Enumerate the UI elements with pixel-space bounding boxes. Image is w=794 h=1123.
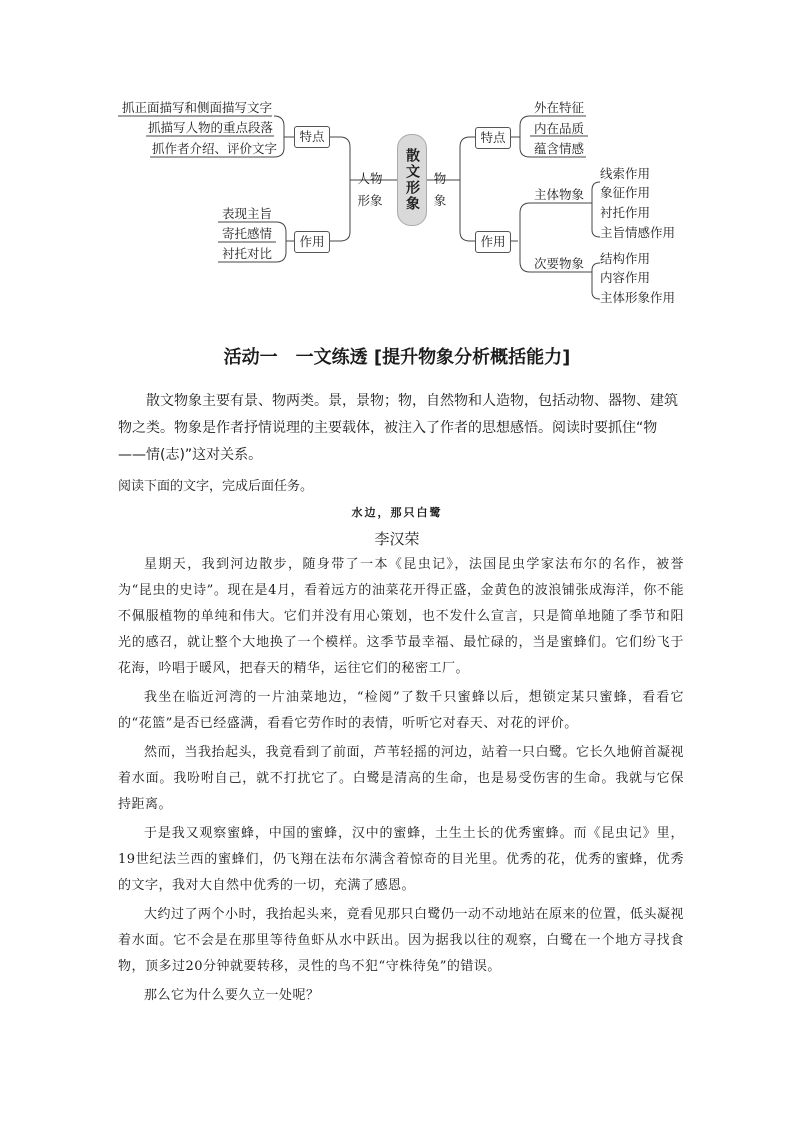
left-trait-1: 抓正面描写和侧面描写文字 [122, 100, 273, 115]
left-func-3: 衬托对比 [222, 246, 273, 261]
minor-object-label: 次要物象 [534, 256, 585, 271]
left-func-2: 寄托感情 [222, 226, 273, 241]
right-traits-box: 特点 [475, 127, 511, 149]
article-paragraph: 然而，当我抬起头，我竟看到了前面，芦苇轻摇的河边，站着一只白鹭。它长久地俯首凝视着水面。我吩咐自己，就不打扰它了。白鹭是清高的生命，也是易受伤害的生命。我就与它保持距离。 [118, 745, 685, 812]
right-trait-3: 蕴含情感 [534, 141, 585, 156]
article-paragraph: 我坐在临近河湾的一片油菜地边，“检阅”了数千只蜜蜂以后，想锁定某只蜜蜂，看看它的“花篮”是否已经盛满，看看它劳作时的表情，听听它对春天、对花的评价。 [118, 690, 684, 731]
activity-heading: 活动一 一文练透 [提升物象分析概括能力] [223, 347, 571, 368]
left-branch-label: 人物形象 [357, 171, 383, 208]
center-node [397, 134, 427, 226]
left-traits-box: 特点 [294, 126, 330, 148]
article-title: 水边，那只白鹭 [351, 506, 443, 519]
article-paragraph: 那么它为什么要久立一处呢？ [144, 988, 320, 1003]
left-func-box: 作用 [294, 231, 330, 253]
article-body [118, 552, 684, 1012]
article-author: 李汉荣 [374, 530, 420, 548]
center-node-label: 散文形象 [404, 148, 420, 212]
left-trait-2: 抓描写人物的重点段落 [148, 120, 274, 135]
main-object-label: 主体物象 [534, 187, 585, 202]
left-trait-3: 抓作者介绍、评价文字 [152, 141, 278, 156]
main-func-3: 衬托作用 [600, 205, 651, 220]
minor-func-3: 主体形象作用 [600, 290, 676, 305]
reading-instruction: 阅读下面的文字，完成后面任务。 [118, 479, 314, 494]
article-paragraph: 星期天，我到河边散步，随身带了一本《昆虫记》，法国昆虫学家法布尔的名作，被誉为“昆虫的史诗”。现在是4月，看着远方的油菜花开得正盛，金黄色的波浪铺张成海洋，你不能不佩服植物的单纯和伟大。它们并没有用心策划，也不发什么宣言，只是简单地随了季节和阳光的感召，就让整个大地换了一个模样。这季节最幸福、最忙碌的，当是蜜蜂们。它们纷飞于花海，吟唱于暖风，把春天的精华，运往它们的秘密工厂。 [118, 557, 684, 676]
main-func-2: 象征作用 [600, 185, 651, 200]
right-branch-label: 物象 [433, 171, 447, 208]
right-trait-2: 内在品质 [534, 121, 585, 136]
minor-func-1: 结构作用 [600, 251, 651, 266]
left-func-1: 表现主旨 [222, 206, 273, 221]
article-paragraph: 于是我又观察蜜蜂，中国的蜜蜂，汉中的蜜蜂，土生土长的优秀蜜蜂。而《昆虫记》里，19世纪法兰西的蜜蜂们，仍飞翔在法布尔满含着惊奇的目光里。优秀的花，优秀的蜜蜂，优秀的文字，我对大自然中优秀的一切，充满了感恩。 [118, 826, 684, 893]
main-func-1: 线索作用 [600, 166, 651, 181]
article-paragraph: 大约过了两个小时，我抬起头来，竟看见那只白鹭仍一动不动地站在原来的位置，低头凝视着水面。它不会是在那里等待鱼虾从水中跃出。因为据我以往的观察，白鹭在一个地方寻找食物，顶多过20分钟就要转移，灵性的鸟不犯“守株待兔”的错误。 [118, 907, 685, 974]
right-func-box: 作用 [475, 231, 511, 253]
intro-paragraph: 散文物象主要有景、物两类。景，景物；物，自然物和人造物，包括动物、器物、建筑物之类。物象是作者抒情说理的主要载体，被注入了作者的思想感悟。阅读时要抓住“物——情(志)”这对关系。 [118, 393, 678, 463]
main-func-4: 主旨情感作用 [600, 225, 676, 240]
minor-func-2: 内容作用 [600, 270, 651, 285]
right-trait-1: 外在特征 [534, 100, 585, 115]
